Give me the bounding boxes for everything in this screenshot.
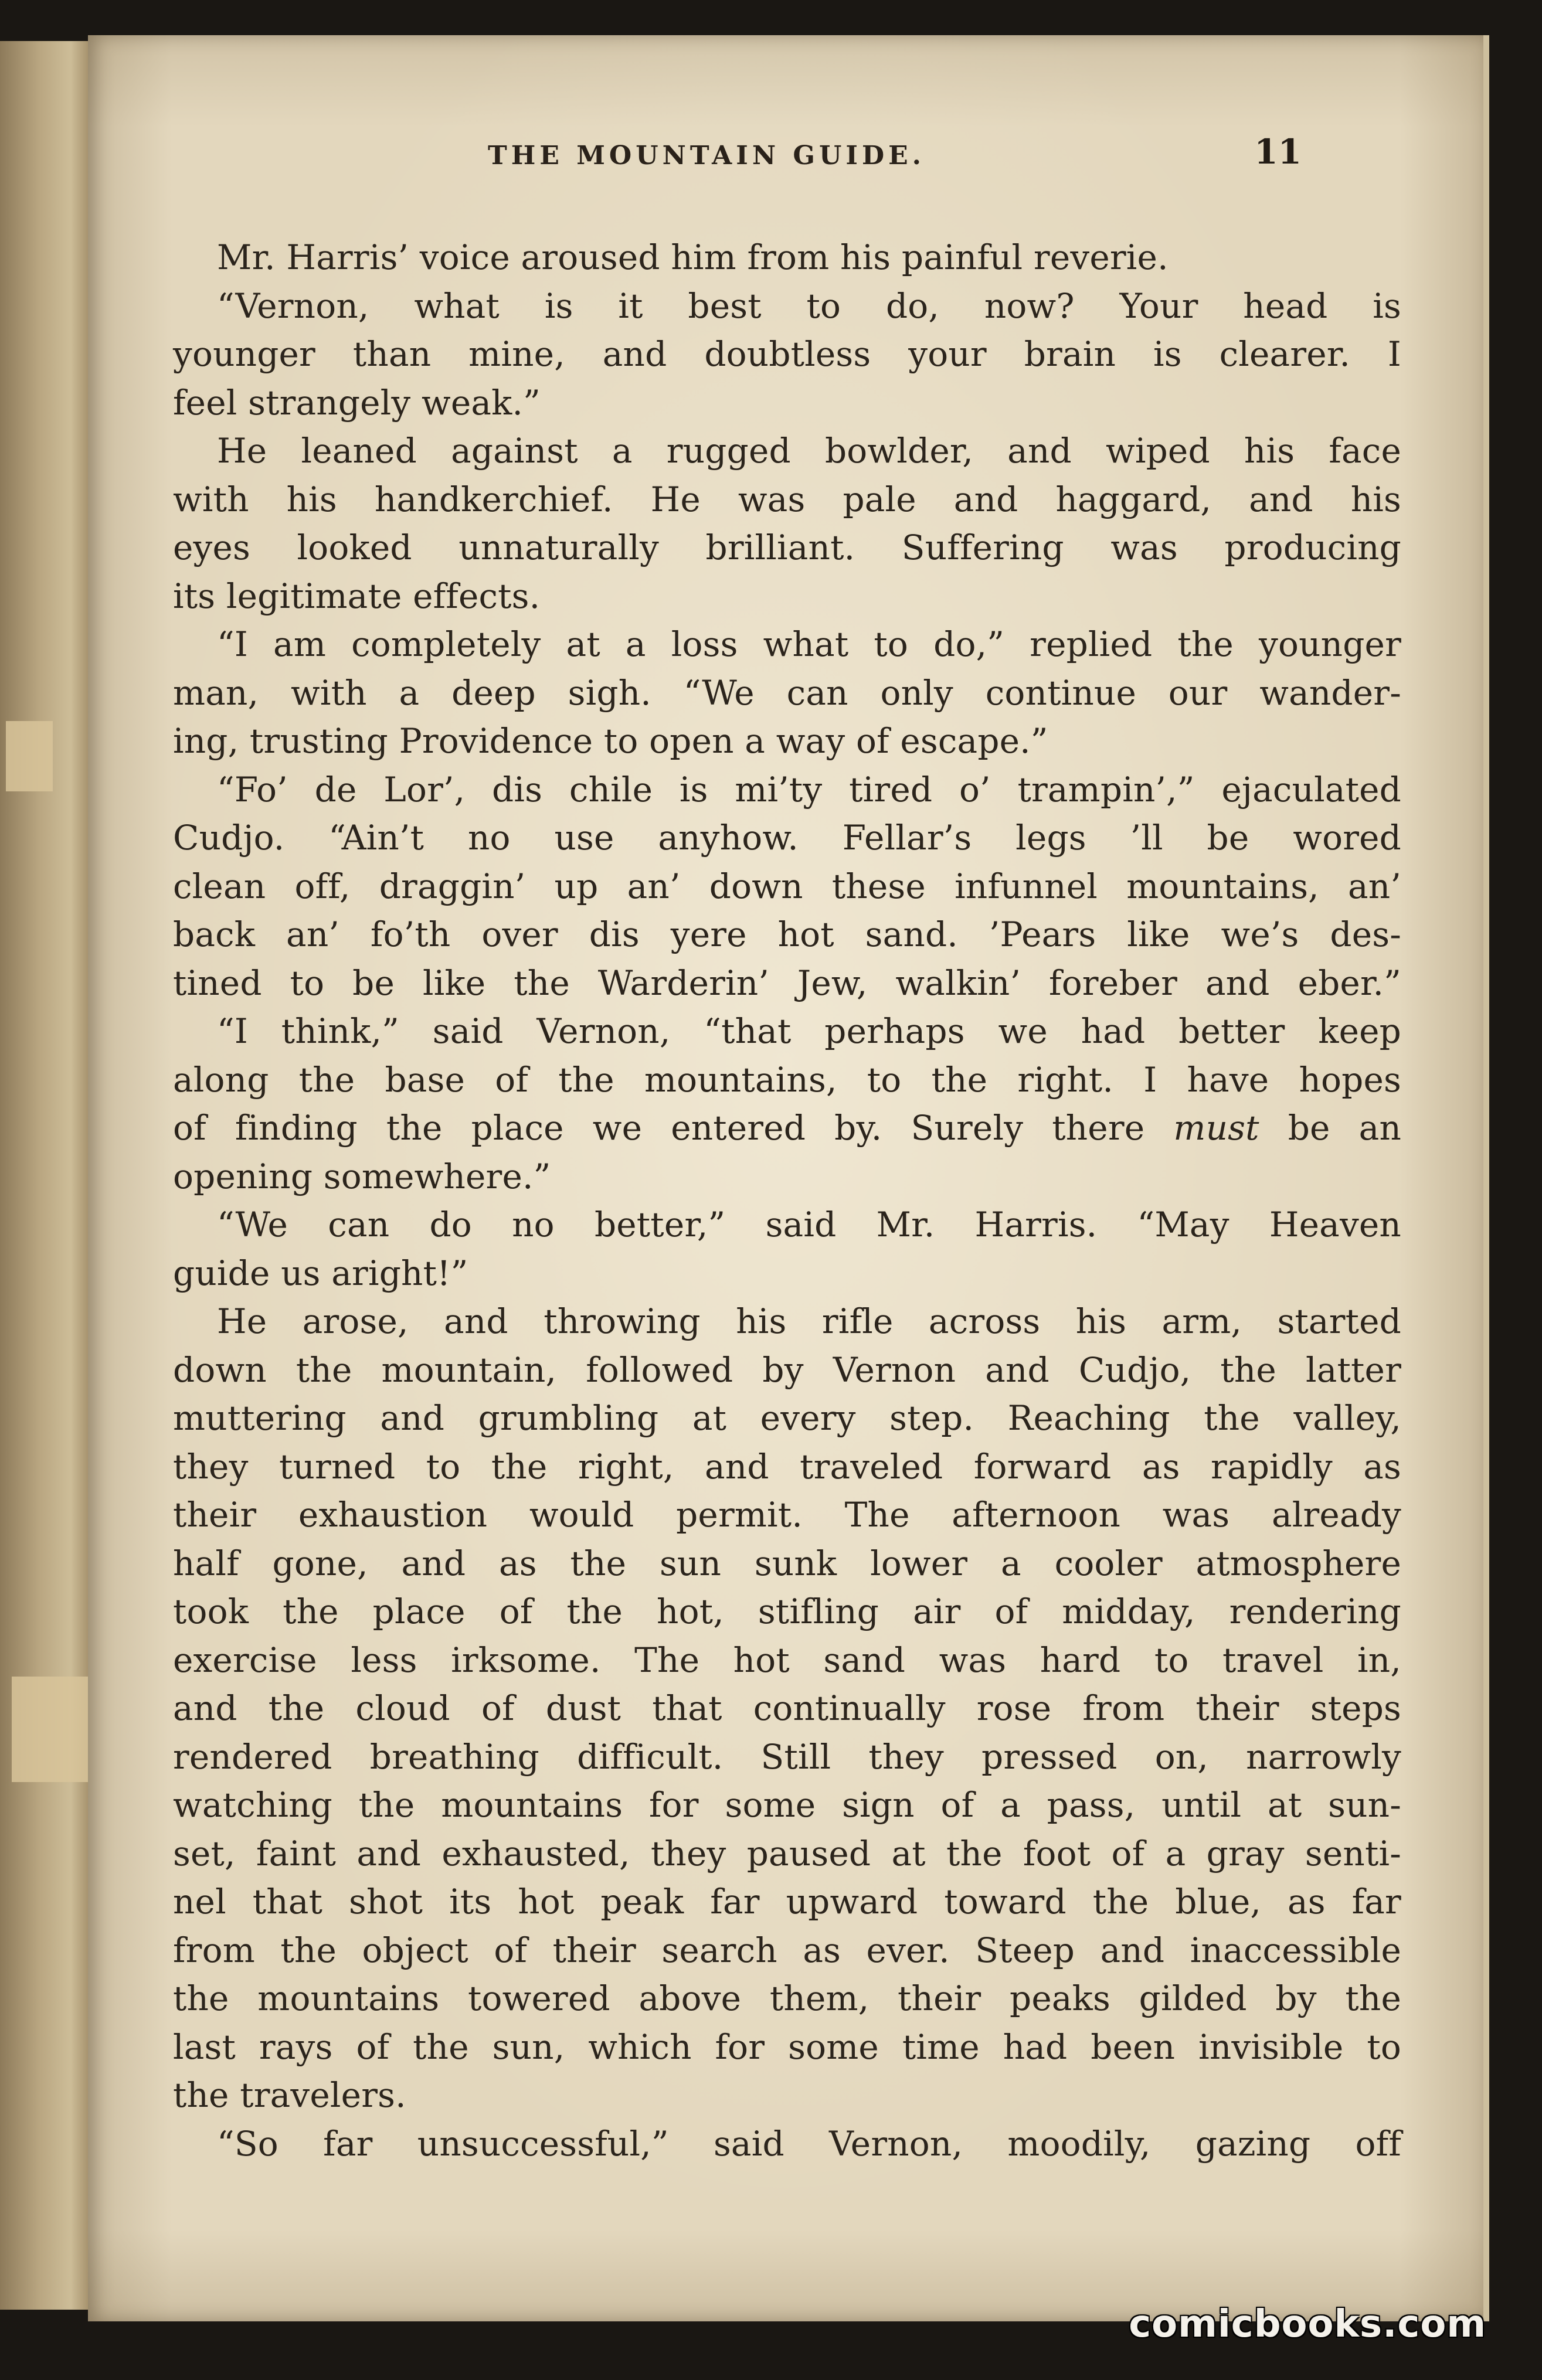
binding-tape-lower — [12, 1677, 88, 1782]
text-line: they turned to the right, and traveled forward as rapidly as — [173, 1446, 1401, 1487]
text-line: muttering and grumbling at every step. Reaching the valley, — [173, 1398, 1401, 1438]
running-head: THE MOUNTAIN GUIDE. — [488, 141, 925, 171]
text-line: exercise less irksome. The hot sand was hard to travel in, — [173, 1640, 1401, 1680]
text-line: younger than mine, and doubtless your brain is clearer. I — [173, 334, 1401, 374]
text-line: with his handkerchief. He was pale and haggard, and his — [173, 479, 1401, 519]
facing-page-edge — [0, 41, 91, 2310]
text-line: tined to be like the Warderin’ Jew, walkin’ foreber and eber.” — [173, 963, 1401, 1003]
text-line: along the base of the mountains, to the right. I have hopes — [173, 1059, 1401, 1100]
binding-tape-upper — [6, 721, 53, 791]
emphasis: must — [1173, 1108, 1259, 1148]
text-line: clean off, draggin’ up an’ down these infunnel mountains, an’ — [173, 866, 1401, 906]
text-line: and the cloud of dust that continually rose from their steps — [173, 1688, 1401, 1728]
text-line: opening somewhere.” — [173, 1156, 551, 1196]
text-line: He leaned against a rugged bowlder, and wiped his face — [217, 431, 1401, 471]
text-line: watching the mountains for some sign of a pass, until at sun- — [173, 1785, 1401, 1825]
text-line: down the mountain, followed by Vernon and Cudjo, the latter — [173, 1349, 1401, 1390]
text-line: their exhaustion would permit. The afternoon was already — [173, 1495, 1401, 1535]
body-text — [173, 233, 1401, 2168]
text-line: “Vernon, what is it best to do, now? Your head is — [217, 285, 1401, 326]
text-line: nel that shot its hot peak far upward toward the blue, as far — [173, 1882, 1401, 1922]
text-line: last rays of the sun, which for some time had been invisible to — [173, 2027, 1401, 2067]
text-line: He arose, and throwing his rifle across his arm, started — [217, 1301, 1401, 1341]
text-line: “I think,” said Vernon, “that perhaps we had better keep — [217, 1011, 1401, 1051]
text-line: eyes looked unnaturally brilliant. Suffering was producing — [173, 528, 1401, 567]
text-line: Cudjo. “Ain’t no use anyhow. Fellar’s legs ’ll be wored — [173, 818, 1401, 858]
text-line: man, with a deep sigh. “We can only continue our wander- — [173, 672, 1401, 713]
text-line: set, faint and exhausted, they paused at the foot of a gray senti- — [173, 1833, 1401, 1874]
text-line: “We can do no better,” said Mr. Harris. “May Heaven — [217, 1205, 1401, 1245]
text-line: its legitimate effects. — [173, 576, 541, 616]
text-line: “Fo’ de Lor’, dis chile is mi’ty tired o’ trampin’,” ejaculated — [217, 769, 1401, 810]
watermark-text: comicbooks.com — [1129, 2303, 1486, 2346]
text-line: Mr. Harris’ voice aroused him from his painful reverie. — [217, 237, 1169, 277]
page-header — [120, 117, 1302, 182]
text-line: half gone, and as the sun sunk lower a cooler atmosphere — [173, 1543, 1401, 1583]
text-line: took the place of the hot, stifling air of midday, rendering — [173, 1592, 1401, 1631]
text-line: the mountains towered above them, their peaks gilded by the — [173, 1978, 1401, 2018]
text-line: the travelers. — [173, 2075, 406, 2115]
text-line: back an’ fo’th over dis yere hot sand. ’Pears like we’s des- — [173, 914, 1401, 954]
text-line: “So far unsuccessful,” said Vernon, moodily, gazing off — [217, 2123, 1401, 2164]
text-line: rendered breathing difficult. Still they pressed on, narrowly — [173, 1736, 1401, 1777]
text-line: ing, trusting Providence to open a way of escape.” — [173, 721, 1048, 761]
text-line: of finding the place we entered by. Surely there must be an — [173, 1108, 1401, 1148]
text-line: feel strangely weak.” — [173, 382, 541, 423]
text-line: “I am completely at a loss what to do,” replied the younger — [217, 624, 1401, 664]
text-line: guide us aright!” — [173, 1253, 468, 1293]
text-line: from the object of their search as ever. Steep and inaccessible — [173, 1930, 1401, 1970]
page-number: 11 — [1254, 132, 1302, 172]
